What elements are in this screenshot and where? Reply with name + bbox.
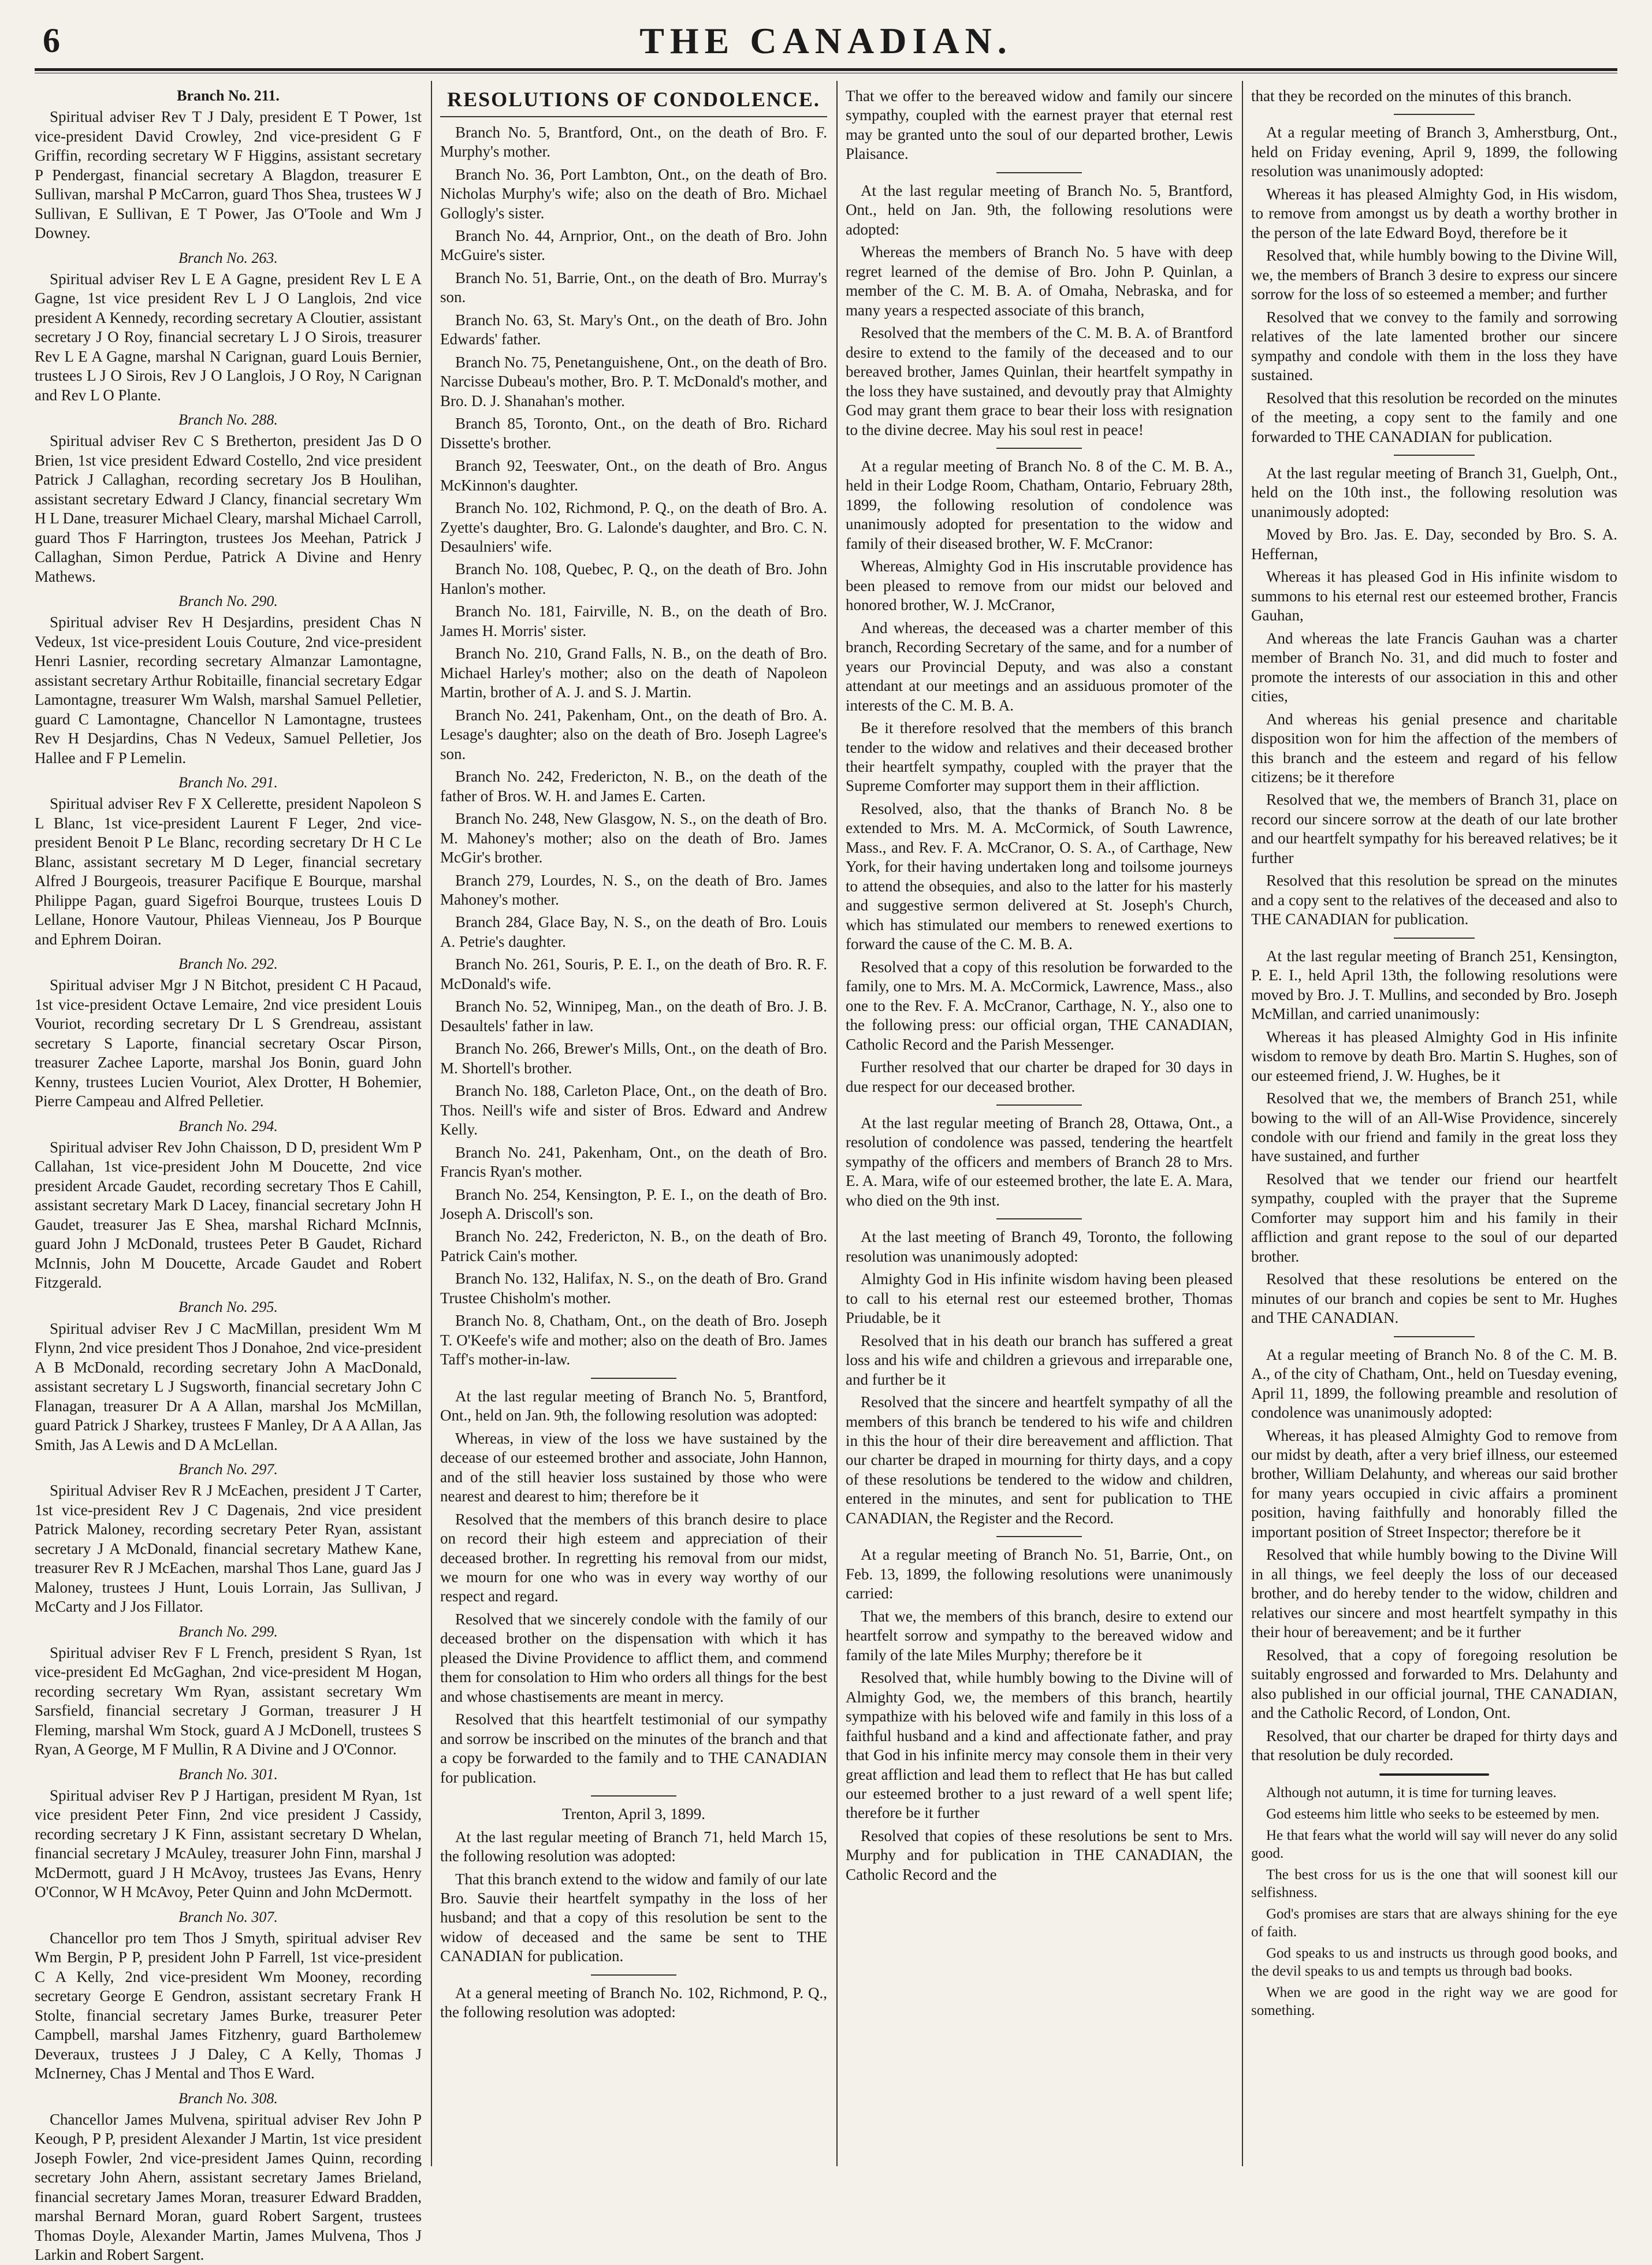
- resolution-toronto-priudable: [846, 1228, 1233, 1528]
- branch-officers: Spiritual adviser Rev John Chaisson, D D, president Wm P Callahan, 1st vice-president John M Doucette, 2nd vice president Arcade Gaudet, recording secretary Thos E Cahill, assistant secretary Mark D Lacey, financial secretary John H Gaudet, treasurer Jas E Shea, marshal Richard McInnis, guard John J McDonald, trustees Peter B Gaudet, Richard McInnis, John M Doucette, Arcade Gaudet and Robert Fitzgerald.: [35, 1138, 422, 1292]
- resolution-guelph-gauhan: [1251, 464, 1617, 929]
- resolution-paragraph: Resolved that copies of these resolutions be sent to Mrs. Murphy and for publication in THE CANADIAN, the Catholic Record and the: [846, 1827, 1233, 1883]
- column-rule: [1242, 81, 1243, 2166]
- condolence-notice: Branch No. 102, Richmond, P. Q., on the death of Bro. A. Zyette's daughter, Bro. G. Lalonde's daughter, and Bro. C. N. Desaulniers' wife.: [440, 499, 827, 555]
- resolution-brantford-hannon: [440, 1387, 827, 1787]
- branch-officers: Spiritual adviser Rev H Desjardins, president Chas N Vedeux, 1st vice-president Louis Couture, 2nd vice-president Henri Lasnier, recording secretary Almanzar Lamontagne, assistant secretary Arthur Robitaille, financial secretary Edgar Lamontagne, treasurer Wm Walsh, marshal Samuel Pelletier, guard C Lamontagne, Chancellor N Lamontagne, trustees Rev H Desjardins, Chas N Vedeux, Samuel Pelletier, Jos Hallee and F P Lemelin.: [35, 613, 422, 767]
- condolence-notice: Branch No. 181, Fairville, N. B., on the death of Bro. James H. Morris' sister.: [440, 602, 827, 639]
- resolution-paragraph: Resolved that this resolution be recorded on the minutes of the meeting, a copy sent to the family and one forwarded to THE CANADIAN for publication.: [1251, 389, 1617, 445]
- branch-heading: Branch No. 299.: [178, 1623, 278, 1640]
- maxim: God's promises are stars that are always shining for the eye of faith.: [1251, 1906, 1617, 1940]
- resolution-paragraph: That we offer to the bereaved widow and family our sincere sympathy, coupled with the earnest prayer that eternal rest may be granted unto the soul of our departed brother, Lewis Plaisance.: [846, 87, 1233, 163]
- resolution-paragraph: At a regular meeting of Branch 3, Amherstburg, Ont., held on Friday evening, April 9, 1899, the following resolution was unanimously adopted:: [1251, 124, 1617, 180]
- resolution-paragraph: Resolved that these resolutions be entered on the minutes of our branch and copies be sent to Mr. Hughes and THE CANADIAN.: [1251, 1270, 1617, 1327]
- branch-heading: Branch No. 295.: [178, 1299, 278, 1316]
- branch-heading: Branch No. 307.: [178, 1908, 278, 1925]
- resolution-paragraph: Resolved that the sincere and heartfelt sympathy of all the members of this branch be tendered to his wife and children in this the hour of their dire bereavement and affliction. That our charter be draped in mourning for thirty days, and a copy of these resolutions be tendered to the widow and children, entered in the minutes, and sent for publication to THE CANADIAN, the Register and the Record.: [846, 1393, 1233, 1527]
- resolution-paragraph: Resolved that while humbly bowing to the Divine Will in all things, we feel deeply the loss of our deceased brother, and do hereby tender to the widow, children and relatives our sincere and most heartfelt sympathy in this their hour of bereavement; and be it further: [1251, 1546, 1617, 1641]
- resolution-paragraph: Resolved that in his death our branch has suffered a great loss and his wife and children a grievous and irreparable one, and further be it: [846, 1332, 1233, 1388]
- maxim: God esteems him little who seeks to be esteemed by men.: [1266, 1806, 1599, 1822]
- resolution-paragraph: Resolved that the members of the C. M. B. A. of Brantford desire to extend to the family of the deceased and to our bereaved brother, James Quinlan, their heartfelt sympathy in the loss they have sustained, and devoutly pray that Almighty God may grant them grace to bear their loss with resignation to the divine decree. May his soul rest in peace!: [846, 324, 1233, 438]
- resolution-paragraph: And whereas, the deceased was a charter member of this branch, Recording Secretary of the same, and for a number of years our Provincial Deputy, and was also a constant attendant at our meetings and an assiduous promoter of the interests of the C. M. B. A.: [846, 619, 1233, 714]
- resolution-paragraph: Resolved that we, the members of Branch 251, while bowing to the will of an All-Wise Providence, sincerely condole with our friend and family in the great loss they have sustained, and further: [1251, 1089, 1617, 1165]
- article-separator: [996, 172, 1081, 173]
- branch-heading: Branch No. 294.: [178, 1117, 278, 1135]
- branch-heading: Branch No. 292.: [178, 955, 278, 972]
- section-title: RESOLUTIONS OF CONDOLENCE.: [440, 87, 827, 117]
- condolence-notice: Branch No. 44, Arnprior, Ont., on the death of Bro. John McGuire's sister.: [440, 226, 827, 264]
- resolution-paragraph: At the last regular meeting of Branch 251, Kensington, P. E. I., held April 13th, the following resolutions were moved by Bro. J. T. Mullins, and seconded by Bro. Joseph McMillan, and carried unanimously:: [1251, 947, 1617, 1023]
- resolution-paragraph: Resolved that a copy of this resolution be forwarded to the family, one to Mrs. M. A. McCormick, Lawrence, Mass., also one to the Rev. F. A. McCranor, Carthage, N. Y., also one to the following press: our official organ, THE CANADIAN, Catholic Record and the Parish Messenger.: [846, 958, 1233, 1053]
- resolution-paragraph: Whereas, it has pleased Almighty God to remove from our midst by death, after a very brief illness, our esteemed brother, William Delahunty, and whereas our said brother for many years occupied in civic affairs a prominent position, having faithfully and honorably filled the important position of Street Inspector; therefore be it: [1251, 1426, 1617, 1541]
- resolution-paragraph: Resolved that we tender our friend our heartfelt sympathy, coupled with the prayer that the Supreme Comforter may support him and his family in their affliction and grant repose to the soul of our departed brother.: [1251, 1170, 1617, 1265]
- article-separator: [591, 1378, 676, 1379]
- branch-heading: Branch No. 290.: [178, 593, 278, 610]
- resolution-richmond-continued: [846, 87, 1233, 164]
- branch-heading: Branch No. 308.: [178, 2089, 278, 2107]
- resolution-paragraph: Resolved, that our charter be draped for thirty days and that resolution be duly recorded.: [1251, 1727, 1617, 1764]
- article-separator: [1394, 114, 1474, 115]
- column-resolutions-final: [1251, 87, 1617, 2160]
- article-separator: [996, 448, 1081, 449]
- resolution-ottawa-mara: [846, 1114, 1233, 1210]
- condolence-notice: Branch No. 36, Port Lambton, Ont., on the death of Bro. Nicholas Murphy's wife; also on the death of Bro. Michael Gollogly's sister.: [440, 165, 827, 222]
- resolution-paragraph: At a regular meeting of Branch No. 8 of the C. M. B. A., of the city of Chatham, Ont., held on Tuesday evening, April 11, 1899, the following preamble and resolution of condolence was unanimously adopted:: [1251, 1345, 1617, 1422]
- resolution-chatham-mccranor: [846, 457, 1233, 1096]
- condolence-notice: Branch No. 5, Brantford, Ont., on the death of Bro. F. Murphy's mother.: [440, 123, 827, 161]
- resolution-paragraph: At the last meeting of Branch 49, Toronto, the following resolution was unanimously adopted:: [846, 1228, 1233, 1265]
- masthead-rule: [35, 68, 1617, 73]
- resolution-barrie-murphy: [846, 1545, 1233, 1884]
- article-separator: [996, 1536, 1081, 1537]
- column-resolutions: [440, 87, 827, 2160]
- condolence-notice: Branch No. 188, Carleton Place, Ont., on the death of Bro. Thos. Neill's wife and sister of Bros. Edward and Andrew Kelly.: [440, 1082, 827, 1139]
- condolence-notices: [440, 123, 827, 1370]
- resolution-paragraph: Moved by Bro. Jas. E. Day, seconded by Bro. S. A. Heffernan,: [1251, 526, 1617, 563]
- condolence-notice: Branch 284, Glace Bay, N. S., on the death of Bro. Louis A. Petrie's daughter.: [440, 913, 827, 950]
- article-separator: [1394, 938, 1474, 939]
- resolution-paragraph: Whereas it has pleased Almighty God, in His wisdom, to remove from amongst us by death a worthy brother in the person of the late Edward Boyd, therefore be it: [1251, 185, 1617, 241]
- condolence-notice: Branch No. 132, Halifax, N. S., on the death of Bro. Grand Trustee Chisholm's mother.: [440, 1270, 827, 1307]
- branch-officers: Spiritual adviser Rev J C MacMillan, president Wm M Flynn, 2nd vice president Thos J Donahoe, 2nd vice-president A B McDonald, recording secretary John A MacDonald, assistant secretary L J Sugsworth, financial secretary John C Flanagan, treasurer Dr A A Allan, marshal Jos McMillan, guard Patrick J Sharkey, trustees F Manley, Dr A A Allan, Jas Smith, Jas A Lewis and D A McLellan.: [35, 1319, 422, 1453]
- resolution-paragraph: At the last regular meeting of Branch 31, Guelph, Ont., held on the 10th inst., the following resolution was unanimously adopted:: [1251, 464, 1617, 520]
- resolution-paragraph: Almighty God in His infinite wisdom having been pleased to call to his eternal rest our esteemed brother, Thomas Priudable, be it: [846, 1270, 1233, 1327]
- resolution-paragraph: That we, the members of this branch, desire to extend our heartfelt sorrow and sympathy to the bereaved widow and family of the late Miles Murphy; therefore be it: [846, 1607, 1233, 1664]
- maxim: When we are good in the right way we are good for something.: [1251, 1984, 1617, 2018]
- dateline-trenton: Trenton, April 3, 1899.: [561, 1805, 706, 1823]
- resolution-paragraph: Resolved that the members of this branch desire to place on record their high esteem and appreciation of their deceased brother. In regretting his removal from our midst, we mourn for one who was in every way worthy of our respect and regard.: [440, 1510, 827, 1605]
- condolence-notice: Branch No. 51, Barrie, Ont., on the death of Bro. Murray's son.: [440, 269, 827, 306]
- resolution-paragraph: Resolved that, while humbly bowing to the Divine will of Almighty God, we, the members of this branch, heartily sympathize with his beloved wife and family in this loss of a faithful husband and a kind and affectionate father, and pray that God in his infinite mercy may console them in their very great affliction and lead them to reflect that He has but called our esteemed brother to a just reward of a well spent life; therefore be it further: [846, 1669, 1233, 1822]
- resolution-kensington-hughes: [1251, 947, 1617, 1328]
- resolution-paragraph: Resolved that this heartfelt testimonial of our sympathy and sorrow be inscribed on the minutes of the branch and that a copy be forwarded to the family and to THE CANADIAN for publication.: [440, 1710, 827, 1786]
- condolence-notice: Branch No. 242, Fredericton, N. B., on the death of the father of Bros. W. H. and James E. Carten.: [440, 768, 827, 805]
- resolution-paragraph: Resolved, also, that the thanks of Branch No. 8 be extended to Mrs. M. A. McCormick, of South Lawrence, Mass., and Rev. F. A. McCranor, O. S. A., of Carthage, New York, for their having undertaken long and toilsome journeys to attend the obsequies, and also to the latter for his masterly and suggestive sermon delivered at St. Joseph's Church, which has stimulated our members to renewed exertions to forward the cause of the C. M. B. A.: [846, 799, 1233, 953]
- branch-officers: Spiritual adviser Rev C S Bretherton, president Jas D O Brien, 1st vice president Edward Costello, 2nd vice president Patrick J Callaghan, recording secretary Jos B Houlihan, assistant secretary Edward J Clancy, financial secretary Wm H L Dane, treasurer Michael Cleary, marshal Michael Carroll, guard Thos F Harrington, trustees Jos Meehan, Patrick J Callaghan, Simon Perdue, Patrick A Divine and Henry Mathews.: [35, 432, 422, 585]
- column-rule: [431, 81, 432, 2166]
- resolution-paragraph: At a regular meeting of Branch No. 51, Barrie, Ont., on Feb. 13, 1899, the following resolutions were unanimously carried:: [846, 1546, 1233, 1602]
- condolence-notice: Branch No. 241, Pakenham, Ont., on the death of Bro. A. Lesage's daughter; also on the death of Bro. Joseph Lagree's son.: [440, 706, 827, 763]
- column-resolutions-continued: [846, 87, 1233, 2160]
- resolution-paragraph: At a general meeting of Branch No. 102, Richmond, P. Q., the following resolution was adopted:: [440, 1984, 827, 2021]
- resolution-paragraph: And whereas his genial presence and charitable disposition won for him the affection of the members of this branch and the esteem and regard of his fellow citizens; be it therefore: [1251, 710, 1617, 786]
- condolence-notice: Branch No. 266, Brewer's Mills, Ont., on the death of Bro. M. Shortell's brother.: [440, 1040, 827, 1077]
- resolution-paragraph: Whereas it has pleased Almighty God in His infinite wisdom to remove by death Bro. Martin S. Hughes, son of our esteemed friend, J. W. Hughes, be it: [1251, 1028, 1617, 1084]
- resolution-paragraph: Resolved that we sincerely condole with the family of our deceased brother on the dispensation with which it has pleased the Divine Providence to afflict them, and commend them for consolation to Him who orders all things for the best and whose chastisements are meant in mercy.: [440, 1610, 827, 1705]
- condolence-notice: Branch No. 52, Winnipeg, Man., on the death of Bro. J. B. Desaultels' father in law.: [440, 998, 827, 1035]
- resolution-paragraph: Be it therefore resolved that the members of this branch tender to the widow and relatives and their deceased brother their heartfelt sympathy, coupled with the prayer that the Supreme Comforter may support them in their affliction.: [846, 719, 1233, 795]
- resolution-paragraph: Resolved that, while humbly bowing to the Divine Will, we, the members of Branch 3 desire to express our sincere sorrow for the loss of so esteemed a member; and further: [1251, 247, 1617, 303]
- article-separator: [996, 1104, 1081, 1106]
- resolution-paragraph: Resolved, that a copy of foregoing resolution be suitably engrossed and forwarded to Mrs. Delahunty and also published in our official journal, THE CANADIAN, and the Catholic Record, of London, Ont.: [1251, 1646, 1617, 1722]
- resolution-paragraph: Resolved that we, the members of Branch 31, place on record our sincere sorrow at the death of our late brother and our heartfelt sympathy for his bereaved relatives; be it further: [1251, 791, 1617, 866]
- branch-heading: Branch No. 291.: [178, 774, 278, 791]
- branch-officers: Spiritual adviser Rev T J Daly, president E T Power, 1st vice-president David Crowley, 2nd vice-president G F Griffin, recording secretary W F Higgins, assistant secretary P Pendergast, financial secretary A Blagdon, treasurer E Sullivan, marshal P McCarron, guard Thos Shea, trustees W J Sullivan, E Sullivan, E T Power, Jas O'Toole and Wm J Downey.: [35, 108, 422, 242]
- condolence-notice: Branch No. 8, Chatham, Ont., on the death of Bro. Joseph T. O'Keefe's wife and mother; also on the death of Bro. James Taff's mother-in-law.: [440, 1312, 827, 1368]
- resolution-paragraph: At a regular meeting of Branch No. 8 of the C. M. B. A., held in their Lodge Room, Chatham, Ontario, February 28th, 1899, the following resolution of condolence was unanimously adopted for presentation to the widow and family of their diseased brother, W. F. McCranor:: [846, 457, 1233, 552]
- resolution-paragraph: Resolved that we convey to the family and sorrowing relatives of the late lamented brother our sincere sympathy and condole with them in the loss they have sustained.: [1251, 308, 1617, 384]
- resolution-barrie-continued: [1251, 87, 1617, 106]
- condolence-notice: Branch No. 63, St. Mary's Ont., on the death of Bro. John Edwards' father.: [440, 311, 827, 348]
- resolution-paragraph: Resolved that this resolution be spread on the minutes and a copy sent to the relatives of the deceased and also to THE CANADIAN for publication.: [1251, 872, 1617, 928]
- article-separator: [591, 1974, 676, 1976]
- maxims: [1251, 1784, 1617, 2019]
- maxim: Although not autumn, it is time for turning leaves.: [1266, 1784, 1557, 1801]
- resolution-trenton: [440, 1828, 827, 1966]
- resolution-brantford-quinlan: [846, 181, 1233, 440]
- branch-officers: Spiritual adviser Rev F X Cellerette, president Napoleon S L Blanc, 1st vice-president Laurent F Leger, 2nd vice-president Benoit P Le Blanc, recording secretary Dr H C Le Blanc, assistant secretary M D Leger, financial secretary Alfred J Bourgeois, treasurer Pacifique E Bourque, marshal Philippe Pagan, guard Sigefroi Bourque, trustees Louis D Lellane, Honore Vautour, Phileas Vienneau, Jos P Bourque and Ephrem Doiran.: [35, 795, 422, 948]
- maxim: He that fears what the world will say will never do any solid good.: [1251, 1827, 1617, 1861]
- article-separator: [1394, 1336, 1474, 1337]
- branch-heading: Branch No. 297.: [178, 1461, 278, 1478]
- branch-officers: Spiritual adviser Rev L E A Gagne, president Rev L E A Gagne, 1st vice president Rev L J O Langlois, 2nd vice president A Kennedy, recording secretary A Cloutier, assistant secretary J O Roy, financial secretary L J O Sirois, treasurer Rev L E A Gagne, marshal N Carignan, guard Louis Bernier, trustees L J O Sirois, Rev J O Langlois, J O Roy, N Carignan and Rev L O Plante.: [35, 270, 422, 404]
- resolution-chatham-delahunty: [1251, 1345, 1617, 1765]
- resolution-paragraph: At the last regular meeting of Branch 71, held March 15, the following resolution was adopted:: [440, 1828, 827, 1865]
- article-separator: [1394, 455, 1474, 456]
- condolence-notice: Branch No. 261, Souris, P. E. I., on the death of Bro. R. F. McDonald's wife.: [440, 955, 827, 992]
- resolution-paragraph: At the last regular meeting of Branch 28, Ottawa, Ont., a resolution of condolence was passed, tendering the heartfelt sympathy of the officers and members of Branch 28 to Mrs. E. A. Mara, wife of our esteemed brother, the late E. A. Mara, who died on the 9th inst.: [846, 1114, 1233, 1209]
- branch-officers: Spiritual Adviser Rev R J McEachen, president J T Carter, 1st vice-president Rev J C Dagenais, 2nd vice president Patrick Maloney, recording secretary Peter Ryan, assistant secretary J A McDonald, financial secretary Mathew Kane, treasurer Rev R J McEachen, marshal Thos Lane, guard Jas J Maloney, trustees J Hunt, Louis Lorrain, Jas Sullivan, J McCarty and J Jos Fillator.: [35, 1482, 422, 1616]
- condolence-notice: Branch No. 75, Penetanguishene, Ont., on the death of Bro. Narcisse Dubeau's mother, Bro. P. T. McDonald's mother, and Bro. D. J. Shanahan's mother.: [440, 353, 827, 410]
- branch-officers: Spiritual adviser Rev F L French, president S Ryan, 1st vice-president Ed McGaghan, 2nd vice-president M Hogan, recording secretary Wm Ryan, assistant secretary Wm Sarsfield, financial secretary J Gorman, treasurer J H Fleming, marshal Wm Stock, guard A J McDonell, trustees S Ryan, A George, M F Mullin, R A Divine and J O'Connor.: [35, 1643, 422, 1758]
- paper-title: THE CANADIAN.: [639, 20, 1013, 61]
- maxim: The best cross for us is the one that will soonest kill our selfishness.: [1251, 1866, 1617, 1900]
- condolence-notice: Branch No. 210, Grand Falls, N. B., on the death of Bro. Michael Harley's mother; also on the death of Napoleon Martin, brother of A. J. and S. J. Martin.: [440, 645, 827, 701]
- resolution-paragraph: That this branch extend to the widow and family of our late Bro. Sauvie their heartfelt sympathy in the loss of her husband; and that a copy of this resolution be sent to the widow of deceased and the same be sent to THE CANADIAN for publication.: [440, 1870, 827, 1965]
- branch-heading: Branch No. 211.: [177, 87, 280, 104]
- resolution-paragraph: Further resolved that our charter be draped for 30 days in due respect for our deceased brother.: [846, 1058, 1233, 1095]
- branch-officers: Chancellor James Mulvena, spiritual adviser Rev John P Keough, P P, president Alexander J Martin, 1st vice president Joseph Fowler, 2nd vice-president James Quinn, recording secretary John Ahern, assistant secretary James Brieland, financial secretary James Moran, treasurer Edward Bradden, marshal Bernard Moran, guard Robert Sargent, trustees Thomas Doyle, Alexander Martin, James Mulvena, Thos J Larkin and Robert Sargent.: [35, 2110, 422, 2264]
- resolution-amherstburg-boyd: [1251, 123, 1617, 447]
- condolence-notice: Branch 92, Teeswater, Ont., on the death of Bro. Angus McKinnon's daughter.: [440, 457, 827, 494]
- branch-heading: Branch No. 288.: [178, 411, 278, 429]
- branch-officers: Spiritual adviser Mgr J N Bitchot, president C H Pacaud, 1st vice-president Octave Lemaire, 2nd vice president Louis Vouriot, recording secretary Dr L S Grendreau, assistant secretary S Laporte, financial secretary Oscar Pirson, treasurer Zachee Laporte, marshal Jos Bonin, guard John Kenny, trustees Lucien Vouriot, Alex Drotter, H Bohemier, Pierre Campeau and Alfred Pelletier.: [35, 976, 422, 1110]
- resolution-paragraph: Whereas the members of Branch No. 5 have with deep regret learned of the demise of Bro. John P. Quinlan, a member of the C. M. B. A. of Omaha, Nebraska, and for many years a respected associate of this branch,: [846, 243, 1233, 319]
- resolution-paragraph: Whereas, in view of the loss we have sustained by the decease of our esteemed brother and associate, John Hannon, and of the still heavier loss sustained by those who were nearest and dearest to him; therefore be it: [440, 1429, 827, 1505]
- condolence-notice: Branch No. 248, New Glasgow, N. S., on the death of Bro. M. Mahoney's mother; also on the death of Bro. James McGir's brother.: [440, 810, 827, 866]
- ornamental-separator: [1379, 1773, 1489, 1776]
- resolution-paragraph: At the last regular meeting of Branch No. 5, Brantford, Ont., held on Jan. 9th, the following resolutions were adopted:: [846, 181, 1233, 238]
- branch-heading: Branch No. 301.: [178, 1765, 278, 1783]
- article-separator: [996, 1218, 1081, 1219]
- page-number: 6: [43, 21, 60, 59]
- branch-officers: Spiritual adviser Rev P J Hartigan, president M Ryan, 1st vice president Peter Finn, 2nd vice president J Cassidy, recording secretary J K Finn, assistant secretary D Whelan, financial secretary J McAuley, treasurer John Finn, marshal J McDermott, guard J H McAvoy, trustees Jas Evans, Henry O'Connor, W H McAvoy, Peter Quinn and John McDermott.: [35, 1786, 422, 1901]
- condolence-notice: Branch No. 241, Pakenham, Ont., on the death of Bro. Francis Ryan's mother.: [440, 1143, 827, 1181]
- condolence-notice: Branch No. 254, Kensington, P. E. I., on the death of Bro. Joseph A. Driscoll's son.: [440, 1185, 827, 1222]
- resolution-paragraph: Whereas, Almighty God in His inscrutable providence has been pleased to remove from our midst our beloved and honored brother, W. J. McCranor,: [846, 557, 1233, 614]
- article-separator: [591, 1795, 676, 1797]
- condolence-notice: Branch No. 242, Fredericton, N. B., on the death of Bro. Patrick Cain's mother.: [440, 1228, 827, 1264]
- branch-heading: Branch No. 263.: [178, 249, 278, 266]
- branch-officers: Chancellor pro tem Thos J Smyth, spiritual adviser Rev Wm Bergin, P P, president John P Farrell, 1st vice-president C A Kelly, 2nd vice-president Wm Mooney, recording secretary George E Gendron, assistant secretary Frank H Stolte, financial secretary James Burke, treasurer Peter Campbell, marshal James Fitzhenry, guard Bartholemew Deveraux, trustees J J Daley, C A Kelly, Thomas J McInerney, Chas J Mental and Thos E Ward.: [35, 1929, 422, 2082]
- maxim: God speaks to us and instructs us through good books, and the devil speaks to us and tempts us through bad books.: [1251, 1945, 1617, 1979]
- condolence-notice: Branch 279, Lourdes, N. S., on the death of Bro. James Mahoney's mother.: [440, 871, 827, 908]
- resolution-paragraph: that they be recorded on the minutes of this branch.: [1251, 87, 1572, 105]
- condolence-notice: Branch No. 108, Quebec, P. Q., on the death of Bro. John Hanlon's mother.: [440, 560, 827, 597]
- resolution-paragraph: At the last regular meeting of Branch No. 5, Brantford, Ont., held on Jan. 9th, the following resolution was adopted:: [440, 1387, 827, 1425]
- resolution-richmond: [440, 1984, 827, 2022]
- condolence-notice: Branch 85, Toronto, Ont., on the death of Bro. Richard Dissette's brother.: [440, 415, 827, 452]
- resolution-paragraph: Whereas it has pleased God in His infinite wisdom to summons to his eternal rest our esteemed brother, Francis Gauhan,: [1251, 568, 1617, 624]
- column-rule: [836, 81, 838, 2166]
- column-branch-officers: [35, 87, 422, 2264]
- masthead: [35, 16, 1617, 72]
- resolution-paragraph: And whereas the late Francis Gauhan was a charter member of Branch No. 31, and did much to foster and promote the interests of our association in this and other cities,: [1251, 629, 1617, 705]
